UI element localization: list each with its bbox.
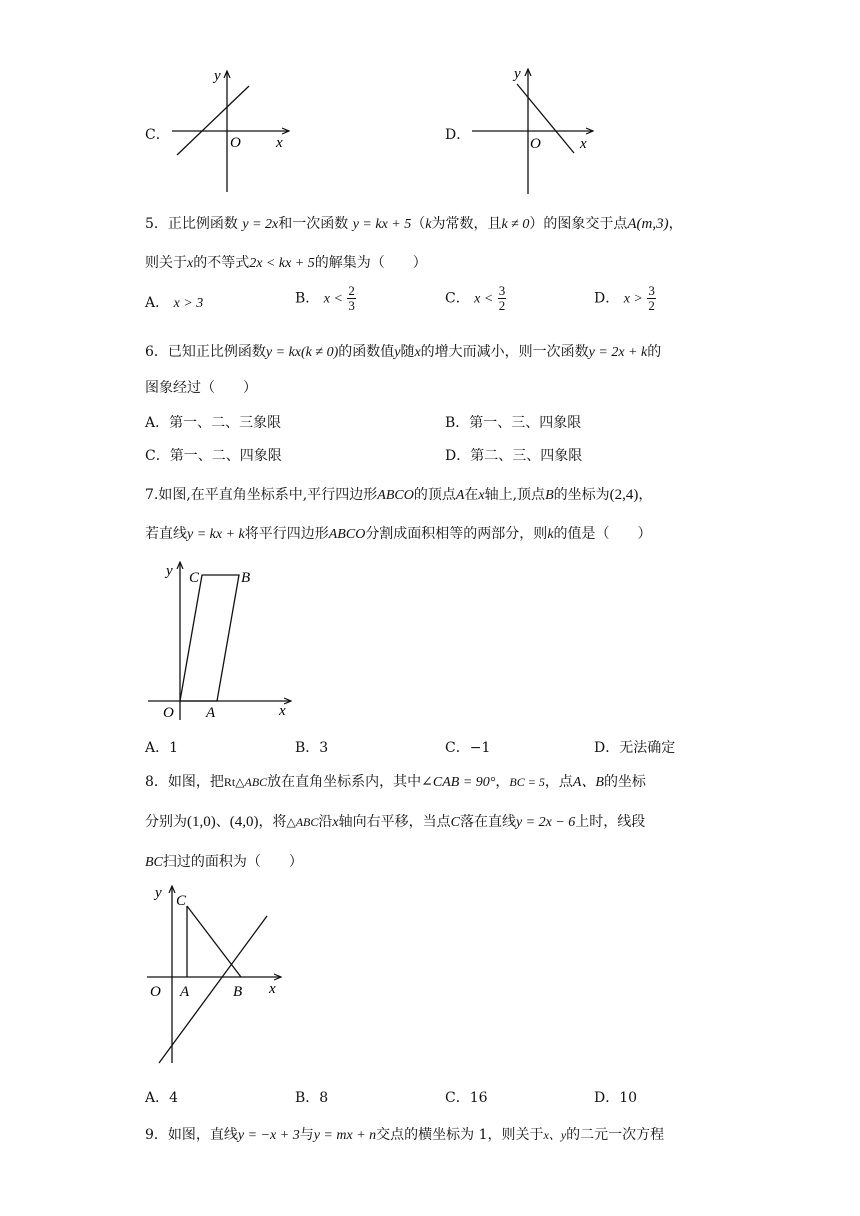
- q8-line-y2x6: [159, 916, 267, 1063]
- q8-option-c[interactable]: C．16: [445, 1090, 488, 1106]
- q5-option-b[interactable]: B． x < $\frac{2}{3}$: [295, 283, 355, 313]
- q5b-fraction: $\frac{2}{3}$: [348, 283, 355, 313]
- q7-x-label: x: [279, 703, 286, 719]
- q6-option-c[interactable]: C．第一、二、四象限: [145, 448, 282, 464]
- q7-option-d[interactable]: D．无法确定: [594, 740, 676, 756]
- q4c-x-label: x: [276, 135, 283, 151]
- q6-option-d[interactable]: D．第二、三、四象限: [445, 448, 583, 464]
- q7-a-label: A: [206, 705, 216, 721]
- q7-b-label: B: [241, 570, 251, 586]
- q8-o-label: O: [150, 984, 161, 1000]
- q4c-o-label: O: [230, 135, 241, 151]
- q8-b-label: B: [233, 984, 243, 1000]
- q5-option-a[interactable]: A． x > 3: [145, 295, 204, 311]
- q7-option-b[interactable]: B．3: [295, 740, 329, 756]
- q8-option-d[interactable]: D．10: [594, 1090, 638, 1106]
- q4d-o-label: O: [530, 136, 541, 152]
- q5-line1: 5．正比例函数 y = 2x和一次函数 y = kx + 5（k为常数，且k ≠ 0）的图象交于点A(m,3)，: [145, 216, 683, 232]
- q5-option-c[interactable]: C． x < $\frac{3}{2}$: [445, 283, 506, 313]
- q8-y-label: y: [155, 885, 162, 901]
- q7-o-label: O: [163, 705, 174, 721]
- q4c-y-label: y: [214, 68, 221, 84]
- q8-a-label: A: [180, 984, 190, 1000]
- q5d-fraction: $\frac{3}{2}$: [648, 283, 655, 313]
- q5-line2: 则关于x的不等式2x < kx + 5的解集为（ ）: [145, 255, 427, 271]
- q7-c-label: C: [189, 570, 200, 586]
- q6-option-b[interactable]: B．第一、三、四象限: [445, 415, 582, 431]
- q4-option-c-label[interactable]: C．: [145, 127, 170, 143]
- q4d-x-label: x: [580, 136, 587, 152]
- q6-line1: 6．已知正比例函数y = kx(k ≠ 0)的函数值y随x的增大而减小，则一次函数y = 2x + k的: [145, 344, 662, 360]
- q6-line2: 图象经过（ ）: [145, 380, 257, 396]
- q8-option-a[interactable]: A．4: [145, 1090, 179, 1106]
- q6-option-a[interactable]: A．第一、二、三象限: [145, 415, 282, 431]
- q7-line1: 7.如图,在平直角坐标系中,平行四边形ABCO的顶点A在x轴上,顶点B的坐标为(2,4)，: [145, 487, 653, 503]
- q8-x-label: x: [269, 981, 276, 997]
- q8-cb-segment: [187, 906, 241, 977]
- q8-line1: 8．如图，把Rt△ABC放在直角坐标系内，其中∠CAB = 90°，BC = 5，点A、B的坐标: [145, 774, 646, 790]
- q8-option-b[interactable]: B．8: [295, 1090, 329, 1106]
- q4d-y-label: y: [514, 66, 521, 82]
- q7-line2: 若直线y = kx + k将平行四边形ABCO分割成面积相等的两部分，则k的值是（ ）: [145, 526, 652, 542]
- q7-option-a[interactable]: A．1: [145, 740, 179, 756]
- q8-line2: 分别为(1,0)、(4,0)，将△ABC沿x轴向右平移，当点C落在直线y = 2x − 6上时，线段: [145, 814, 646, 830]
- q7-y-label: y: [166, 563, 173, 579]
- q7-option-c[interactable]: C．−1: [445, 740, 491, 756]
- q4-option-d-label[interactable]: D．: [445, 127, 471, 143]
- q8-line3: BC扫过的面积为（ ）: [145, 854, 303, 870]
- q8-c-label: C: [176, 893, 187, 909]
- q5-option-d[interactable]: D． x > $\frac{3}{2}$: [594, 283, 655, 313]
- q9-line1: 9．如图，直线y = −x + 3与y = mx + n交点的横坐标为 1，则关于x、y的二元一次方程: [145, 1127, 665, 1143]
- q5c-fraction: $\frac{3}{2}$: [498, 283, 506, 313]
